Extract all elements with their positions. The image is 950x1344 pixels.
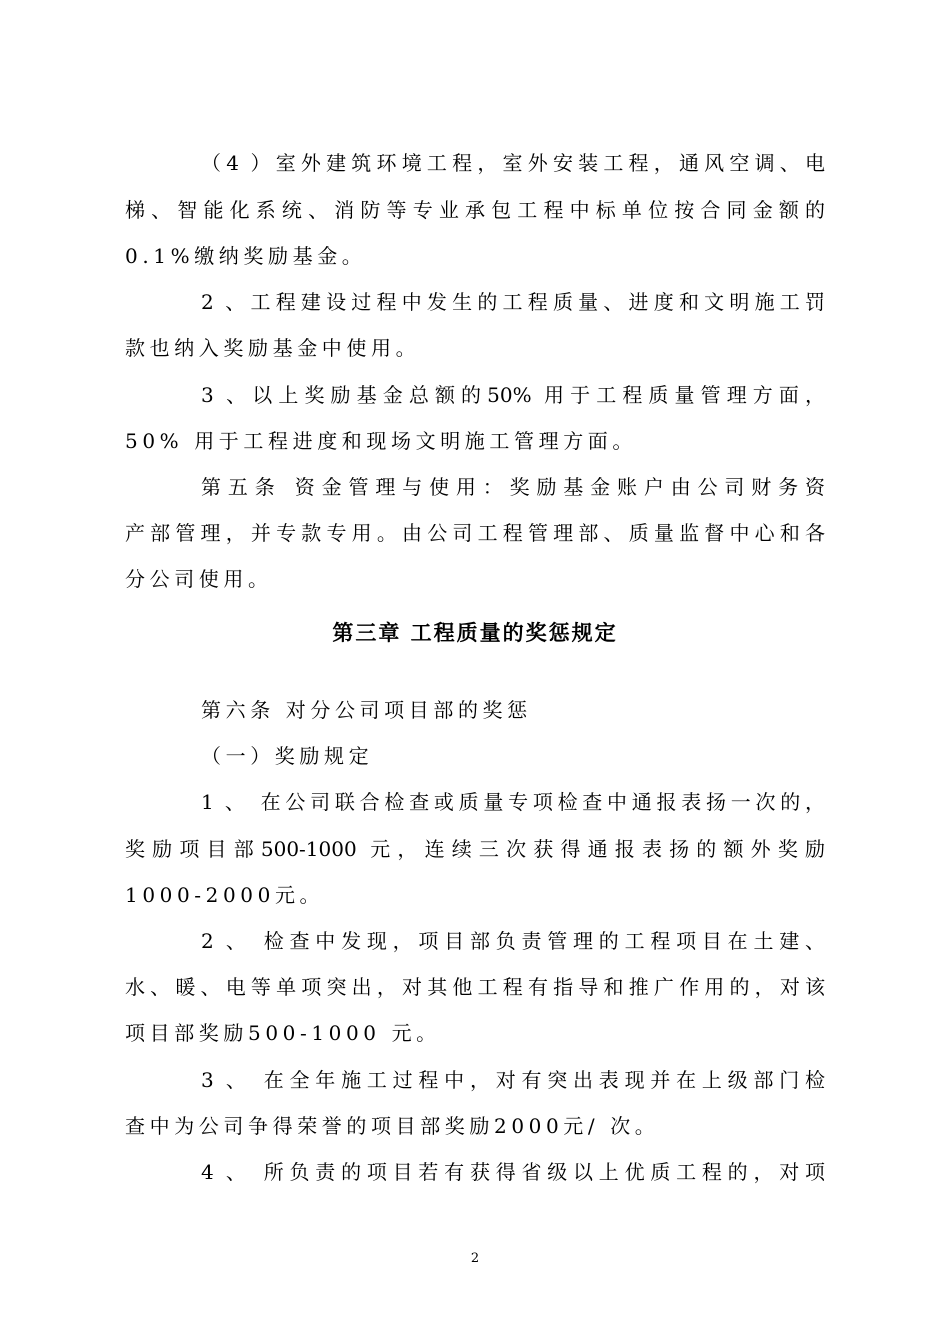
- paragraph-line: 项目部奖励500-1000 元。: [125, 1021, 441, 1045]
- paragraph-line: 2 、工程建设过程中发生的工程质量、进度和文明施工罚: [201, 290, 825, 314]
- paragraph-line: 查中为公司争得荣誉的项目部奖励2000元/ 次。: [125, 1114, 660, 1138]
- paragraph-line: 2 、 检查中发现，项目部负责管理的工程项目在土建、: [201, 929, 825, 953]
- paragraph-line: 1 、 在公司联合检查或质量专项检查中通报表扬一次的，: [201, 790, 825, 814]
- paragraph-line: 1000-2000元。: [125, 883, 325, 907]
- page-number: 2: [470, 1251, 480, 1266]
- paragraph-line: 梯、智能化系统、消防等专业承包工程中标单位按合同金额的: [125, 198, 825, 222]
- paragraph-line: 奖励项目部500-1000 元，连续三次获得通报表扬的额外奖励: [125, 837, 825, 861]
- paragraph-line: 3 、 在全年施工过程中，对有突出表现并在上级部门检: [201, 1068, 825, 1092]
- paragraph-line: 0.1%缴纳奖励基金。: [125, 244, 367, 268]
- chapter-heading: 第三章 工程质量的奖惩规定: [332, 621, 618, 645]
- paragraph-line: 款也纳入奖励基金中使用。: [125, 336, 421, 360]
- paragraph-line: 4 、 所负责的项目若有获得省级以上优质工程的，对项: [201, 1160, 825, 1184]
- paragraph-line: （4 ）室外建筑环境工程，室外安装工程，通风空调、电: [201, 151, 825, 175]
- paragraph-line: 产部管理，并专款专用。由公司工程管理部、质量监督中心和各: [125, 521, 825, 545]
- paragraph-line: 分公司使用。: [125, 567, 273, 591]
- paragraph-line: 水、暖、电等单项突出，对其他工程有指导和推广作用的，对该: [125, 975, 825, 999]
- paragraph-line: 第五条 资金管理与使用：奖励基金账户由公司财务资: [201, 475, 825, 499]
- paragraph-line: 50% 用于工程进度和现场文明施工管理方面。: [125, 429, 638, 453]
- section-title: （一）奖励规定: [201, 744, 374, 768]
- paragraph-line: 3 、以上奖励基金总额的50% 用于工程质量管理方面，: [201, 383, 825, 407]
- article-title: 第六条 对分公司项目部的奖惩: [201, 698, 532, 722]
